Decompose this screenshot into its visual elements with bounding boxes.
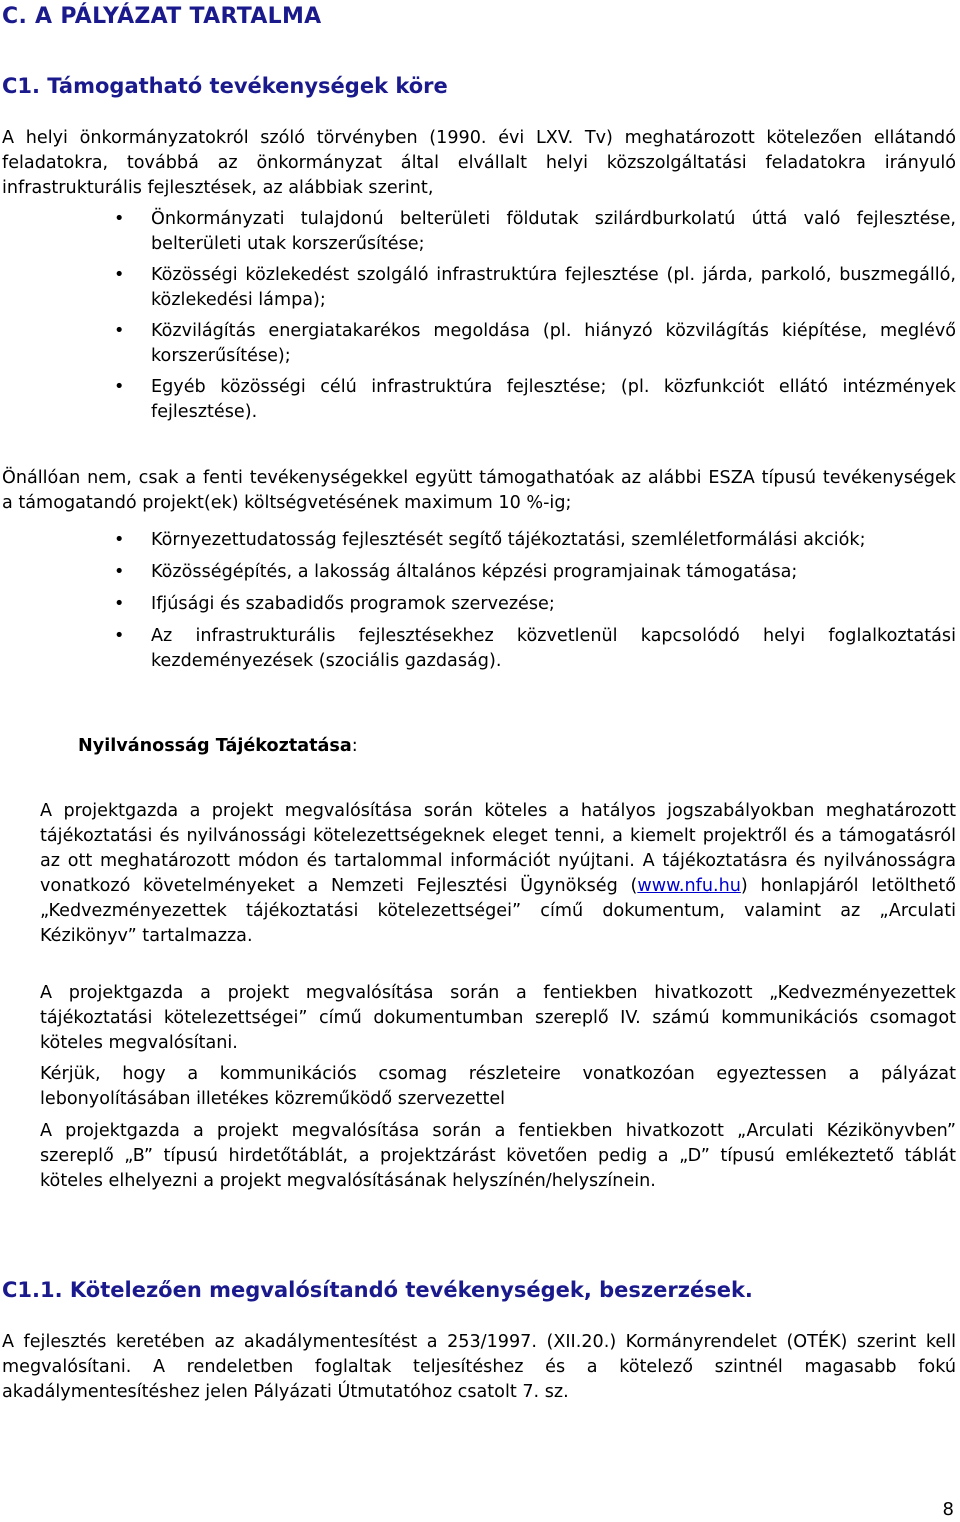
- esza-paragraph: Önállóan nem, csak a fenti tevékenységekkel együtt támogathatóak az alábbi ESZA típusú tevékenységek a támogatandó projekt(ek) költségvetésének maximum 10 %-ig;: [2, 468, 956, 513]
- page-number: 8: [942, 1499, 954, 1520]
- list-item: [0, 207, 956, 257]
- bullet-icon: •: [114, 321, 125, 341]
- bullet-icon: •: [114, 562, 125, 582]
- publicity-paragraph-2: A projektgazda a projekt megvalósítása során a fentiekben hivatkozott „Kedvezményezettek tájékoztatási kötelezettségei” című dokumentumban szereplő IV. számú kommunikációs csomagot köteles megvalósítani.: [40, 983, 956, 1053]
- bullet-icon: •: [114, 594, 125, 614]
- list-item: [0, 528, 956, 553]
- list-item-text: Önkormányzati tulajdonú belterületi földutak szilárdburkolatú úttá való fejlesztése, belterületi utak korszerűsítése;: [151, 209, 956, 254]
- list-item-text: Az infrastrukturális fejlesztésekhez közvetlenül kapcsolódó helyi foglalkoztatási kezdeményezések (szociális gazdaság).: [151, 626, 956, 671]
- list-item: [0, 592, 956, 617]
- list-item-text: Egyéb közösségi célú infrastruktúra fejlesztése; (pl. közfunkciót ellátó intézmények fejlesztése).: [151, 377, 956, 422]
- list-item-text: Közösségépítés, a lakosság általános képzési programjainak támogatása;: [151, 562, 798, 582]
- list-item: [0, 319, 956, 369]
- list-item: [0, 624, 956, 674]
- section-heading: C. A PÁLYÁZAT TARTALMA: [2, 4, 322, 29]
- bullet-icon: •: [114, 209, 125, 229]
- intro-paragraph: A helyi önkormányzatokról szóló törvényben (1990. évi LXV. Tv) meghatározott kötelezően ellátandó feladatokra, továbbá az önkormányzat által elvállalt helyi közszolgáltatási feladatokra irányuló infrastrukturális fejlesztések, az alábbiak szerint,: [2, 128, 956, 198]
- esza-activities-list: [0, 528, 956, 681]
- subsection-heading-c11: C1.1. Kötelezően megvalósítandó tevékenységek, beszerzések.: [2, 1278, 753, 1302]
- bullet-icon: •: [114, 265, 125, 285]
- list-item-text: Közvilágítás energiatakarékos megoldása (pl. hiányzó közvilágítás kiépítése, meglévő korszerűsítése);: [151, 321, 956, 366]
- publicity-paragraph-4: A projektgazda a projekt megvalósítása során a fentiekben hivatkozott „Arculati Kézikönyvben” szereplő „B” típusú hirdetőtáblát, a projektzárást követően pedig a „D” típusú emlékeztető táblát köteles elhelyezni a projekt megvalósításának helyszínén/helyszínein.: [40, 1121, 956, 1191]
- nfu-link[interactable]: www.nfu.hu: [637, 876, 741, 896]
- list-item-text: Közösségi közlekedést szolgáló infrastruktúra fejlesztése (pl. járda, parkoló, buszmegálló, közlekedési lámpa);: [151, 265, 956, 310]
- infrastructure-list: [0, 207, 956, 431]
- publicity-paragraph-3: Kérjük, hogy a kommunikációs csomag részleteire vonatkozóan egyeztessen a pályázat lebonyolításában illetékes közreműködő szervezettel: [40, 1064, 956, 1109]
- publicity-paragraph-1: [40, 799, 956, 949]
- bullet-icon: •: [114, 626, 125, 646]
- list-item-text: Környezettudatosság fejlesztését segítő tájékoztatási, szemléletformálási akciók;: [151, 530, 866, 550]
- publicity-heading: [78, 734, 358, 759]
- bullet-icon: •: [114, 530, 125, 550]
- list-item: [0, 560, 956, 585]
- bullet-icon: •: [114, 377, 125, 397]
- accessibility-paragraph: A fejlesztés keretében az akadálymentesítést a 253/1997. (XII.20.) Kormányrendelet (OTÉK) szerint kell megvalósítani. A rendeletben foglaltak teljesítéshez és a kötelező szintnél magasabb fokú akadálymentesítéshez jelen Pályázati Útmutatóhoz csatolt 7. sz.: [2, 1332, 956, 1402]
- list-item: [0, 263, 956, 313]
- subsection-heading-c1: C1. Támogatható tevékenységek köre: [2, 74, 448, 98]
- publicity-heading-colon: :: [351, 736, 358, 756]
- list-item-text: Ifjúsági és szabadidős programok szervezése;: [151, 594, 555, 614]
- publicity-text-a: A projektgazda a projekt megvalósítása során köteles a hatályos jogszabályokban meghatározott tájékoztatási és nyilvánossági kötelezettségeknek eleget tenni, a kiemelt projektről és a támogatásról az ott meghatározott módon és tartalommal információt nyújtani. A tájékoztatásra és nyilvánosságra vonatkozó követelményeket a Nemzeti Fejlesztési Ügynökség (: [40, 801, 956, 896]
- publicity-text-b: ) honlapjáról letölthető „Kedvezményezettek tájékoztatási kötelezettségei” című dokumentum, valamint az „Arculati Kézikönyv” tartalmazza.: [40, 876, 956, 946]
- list-item: [0, 375, 956, 425]
- publicity-heading-text: Nyilvánosság Tájékoztatása: [78, 736, 352, 756]
